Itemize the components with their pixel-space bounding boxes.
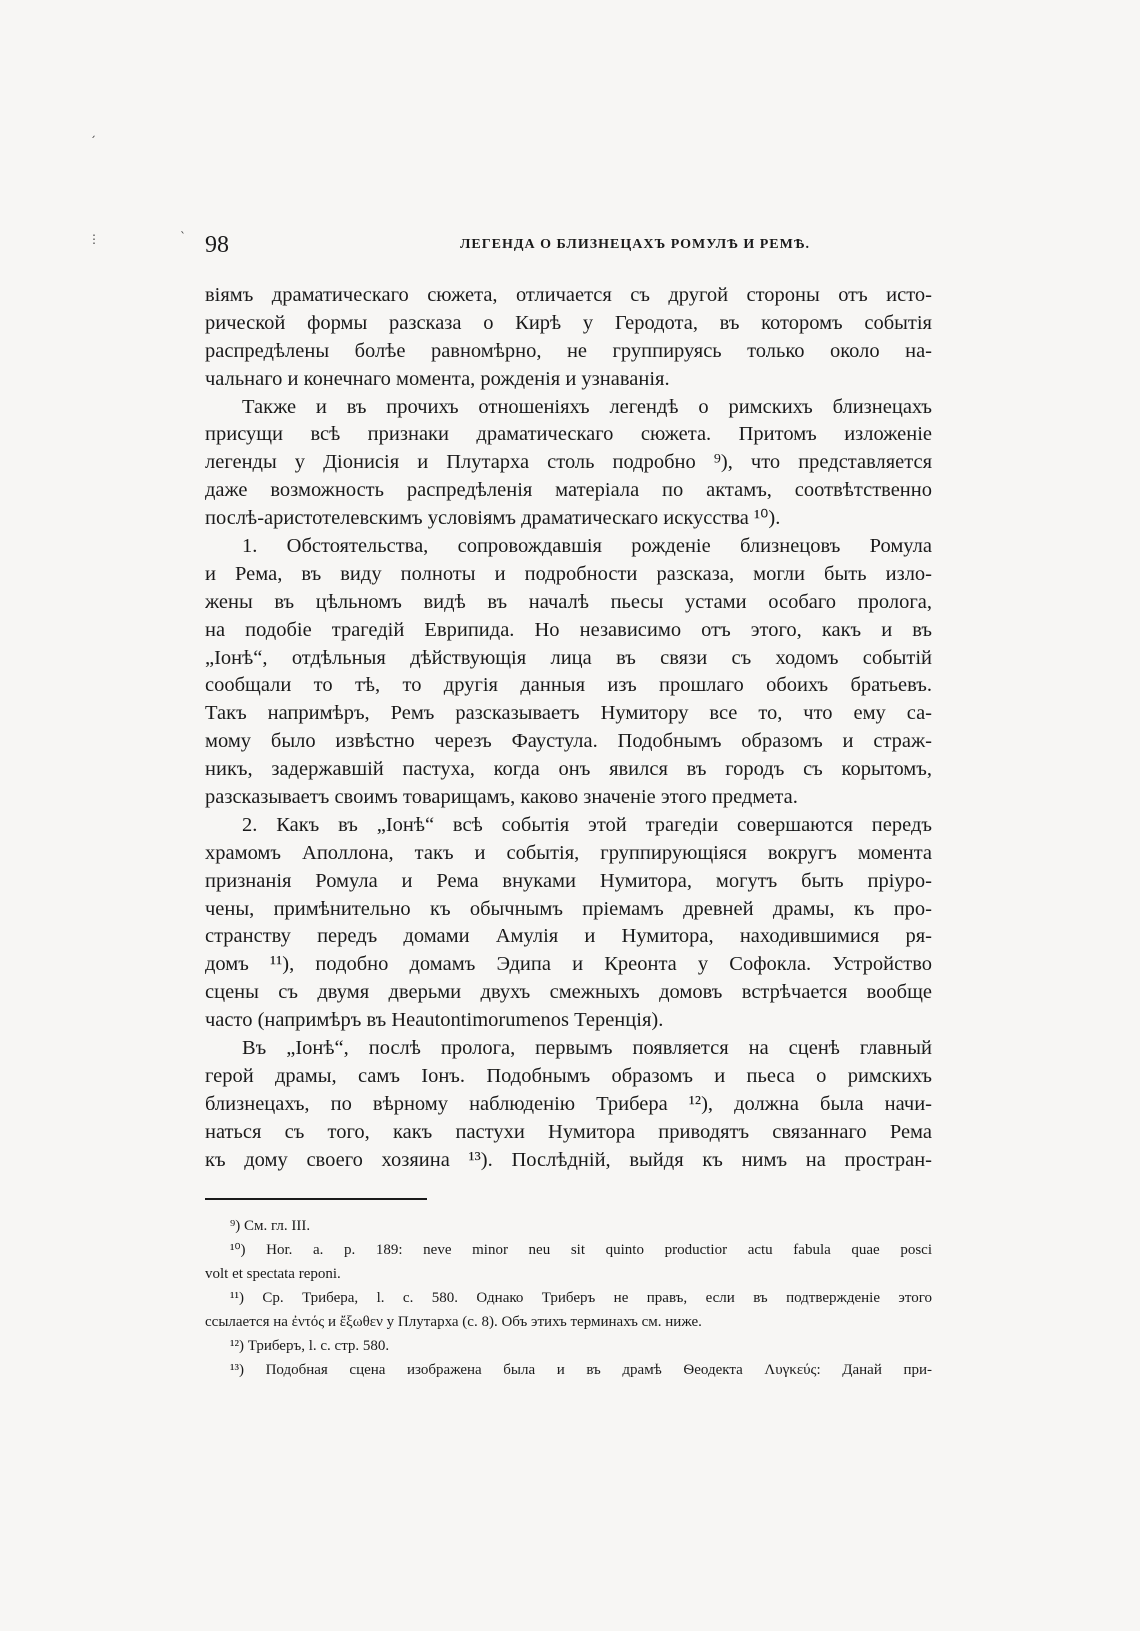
text-line: распредѣлены болѣе равномѣрно, не группируясь только около на-	[205, 339, 932, 362]
text-line: странству передъ домами Амулія и Нумитора, находившимися ря-	[205, 925, 932, 948]
text-line: послѣ-аристотелевскимъ условіямъ драматическаго искусства ¹⁰).	[205, 507, 781, 530]
footnote-line: ¹⁰) Hor. a. p. 189: neve minor neu sit quinto productior actu fabula quae posci	[230, 1242, 932, 1258]
footnote-line: ¹¹) Ср. Трибера, l. c. 580. Однако Триберъ не правъ, если въ подтвержденіе этого	[230, 1290, 932, 1306]
text-line: сцены съ двумя дверьми двухъ смежныхъ домовъ встрѣчается вообще	[205, 981, 932, 1004]
main-text	[205, 282, 932, 1175]
text-line: віямъ драматическаго сюжета, отличается съ другой стороны отъ исто-	[205, 284, 932, 306]
text-line: чальнаго и конечнаго момента, рожденія и узнаванія.	[205, 367, 670, 390]
text-line: „Іонѣ“, отдѣльныя дѣйствующія лица въ связи съ ходомъ событій	[205, 646, 932, 669]
footnote-divider	[205, 1198, 427, 1200]
text-line: даже возможность распредѣленія матеріала по актамъ, соотвѣтственно	[205, 479, 932, 502]
text-line: близнецахъ, по вѣрному наблюденію Трибера ¹²), должна была начи-	[205, 1092, 932, 1115]
text-line: и Рема, въ виду полноты и подробности разсказа, могли быть изло-	[205, 562, 932, 585]
text-line: признанія Ромула и Рема внуками Нумитора, могутъ быть пріуро-	[205, 869, 932, 892]
text-line: домъ ¹¹), подобно домамъ Эдипа и Креонта у Софокла. Устройство	[205, 953, 932, 976]
text-line: часто (напримѣръ въ Heautontimorumenos Теренція).	[205, 1009, 664, 1032]
text-line: никъ, задержавшій пастуха, когда онъ явился въ городъ съ корытомъ,	[205, 758, 932, 781]
text-line: наться съ того, какъ пастухи Нумитора приводятъ связаннаго Рема	[205, 1120, 932, 1143]
text-line: Такъ напримѣръ, Ремъ разсказываетъ Нумитору все то, что ему са-	[205, 702, 932, 725]
scan-speck: ˏ	[90, 124, 96, 138]
text-line: Въ „Іонѣ“, послѣ пролога, первымъ появляется на сценѣ главный	[242, 1037, 932, 1060]
text-line: легенды у Діонисія и Плутарха столь подробно ⁹), что представляется	[205, 451, 932, 474]
footnote-line: volt et spectata reponi.	[205, 1266, 341, 1282]
running-title: ЛЕГЕНДА О БЛИЗНЕЦАХЪ РОМУЛѢ И РЕМѢ.	[459, 237, 810, 252]
text-line: на подобіе трагедій Еврипида. Но независимо отъ этого, какъ и въ	[205, 618, 932, 641]
text-line: Также и въ прочихъ отношеніяхъ легендѣ о римскихъ близнецахъ	[242, 395, 932, 418]
text-line: герой драмы, самъ Іонъ. Подобнымъ образомъ и пьеса о римскихъ	[205, 1064, 932, 1087]
text-line: рической формы разсказа о Кирѣ у Геродота, въ которомъ событія	[205, 311, 932, 334]
page-number: 98	[205, 232, 229, 258]
text-line: присущи всѣ признаки драматическаго сюжета. Притомъ изложеніе	[205, 423, 932, 446]
text-line: 2. Какъ въ „Іонѣ“ всѣ событія этой трагедіи совершаются передъ	[242, 813, 932, 836]
footnote-line: ссылается на ἐντός и ἔξωθεν у Плутарха (c. 8). Объ этихъ терминахъ см. ниже.	[205, 1314, 702, 1330]
text-line: мому было извѣстно черезъ Фаустула. Подобнымъ образомъ и страж-	[205, 730, 932, 753]
text-line: 1. Обстоятельства, сопровождавшія рожденіе близнецовъ Ромула	[242, 535, 932, 558]
page-header	[205, 232, 930, 262]
footnote-line: ¹²) Триберъ, l. c. стр. 580.	[230, 1338, 390, 1354]
footnote-line: ⁹) См. гл. III.	[230, 1218, 311, 1234]
text-line: къ дому своего хозяина ¹³). Послѣдній, выйдя къ нимъ на простран-	[205, 1148, 932, 1171]
scan-speck: ⋮	[88, 232, 100, 246]
text-line: храмомъ Аполлона, такъ и событія, группирующіяся вокругъ момента	[205, 841, 932, 864]
footnotes	[205, 1214, 932, 1382]
text-line: сообщали то тѣ, то другія данныя изъ прошлаго обоихъ братьевъ.	[205, 674, 932, 697]
text-line: чены, примѣнительно къ обычнымъ пріемамъ древней драмы, къ про-	[205, 897, 932, 920]
scan-speck: ˋ	[180, 230, 186, 244]
text-line: жены въ цѣльномъ видѣ въ началѣ пьесы устами особаго пролога,	[205, 590, 932, 613]
footnote-line: ¹³) Подобная сцена изображена была и въ драмѣ Ѳеодекта Λυγκεύς: Данай при-	[230, 1362, 932, 1378]
text-line: разсказываетъ своимъ товарищамъ, каково значеніе этого предмета.	[205, 786, 798, 809]
